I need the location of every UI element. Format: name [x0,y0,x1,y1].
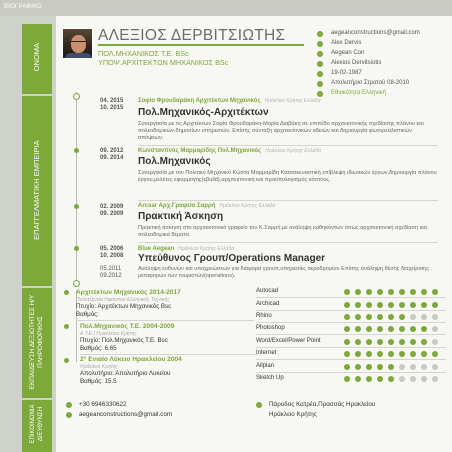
skill-level-dot [355,302,361,308]
top-bar [0,0,452,16]
divider [80,354,258,355]
skill-level-dot [388,339,394,345]
contact-email[interactable]: aegeanconstructions@gmail.com [317,30,447,39]
skill-level-dot [421,376,427,382]
skill-level-dot [432,289,438,295]
section-education-label: ΕΚΠΑΙΔΕΥΣΗ ΔΕΞΙΟΤΗΤΕΣ Η/Υ ΠΛΗΡΟΦΟΡΙΚΗΣ [29,294,44,390]
skill-level-dot [344,326,350,332]
left-sidebar [0,16,56,452]
skill-level-dot [421,326,427,332]
skill-level-dot [344,339,350,345]
exp3-date-to: 09. 2009 [100,211,124,217]
skill-level-dot [388,364,394,370]
email-icon [66,412,72,418]
section-experience [22,96,52,286]
exp1-date-from: 04. 2015 [100,98,124,104]
edu3-grade: Βαθμός: 15.5 [80,378,117,385]
skill-level-dot [344,376,350,382]
exp1-description: Συνεργασία με τις Αρχιτέκτων Σοφία Φρουδαράκη-Μαρία Διαβάκη σε επιπέδο αρχιτεκτονικής σχεδίασης πλάνου και πολεοδομικών-δημοσίων υπηρεσιών. Επίσης σύνταξη αρχιτεκτονικών αδειών και δημιουργία φωτορεαλιστικών απόψεων. [138,121,424,142]
edu-dot [64,290,69,295]
exp2-date-to: 09. 2014 [100,155,124,161]
skill-level-dot [399,364,405,370]
skill-level-dot [421,351,427,357]
exp5-date-from: 05.2011 [100,266,122,272]
divider [76,320,254,321]
exp3-description: Πρακτική άσκηση στο αρχιτεκτονικό γραφείο του Κ.Σαρρή με ανάληψη καθηκόντων όπως αρχιτεκτονική σχεδίαση και πολεοδομικά θέματα. [138,225,427,239]
skill-level-dot [410,376,416,382]
profile-photo [62,28,93,59]
exp4-date-from: 05. 2006 [100,246,124,252]
skill-level-dot [399,351,405,357]
skill-level-dot [377,376,383,382]
military-icon [317,81,323,87]
exp5-date-to: 09.2012 [100,273,122,279]
skill-level-dot [355,326,361,332]
exp4-role: Υπεύθυνος Γρουπ/Operations Manager [138,253,326,264]
skill-level-dot [421,364,427,370]
skill-level-dot [377,351,383,357]
skill-level-dot [366,314,372,320]
skill-row: Autocad [256,288,446,298]
skill-level-dot [421,339,427,345]
cv-page: ΒΙΟΓΡΑΦΙΚΟ ΟΝΟΜΑ ΕΠΑΓΓΕΛΜΑΤΙΚΗ ΕΜΠΕΙΡΙΑ ΕΚΠΑΙΔΕΥΣΗ ΔΕΞΙΟΤΗΤΕΣ Η/Υ ΠΛΗΡΟΦΟΡΙΚΗΣ ΕΠΙΚΟΙΝΩΝΙΑ ΔΙΕΥΘΥΝΣΗ ΑΛΕΞΙΟΣ ΔΕΡΒΙΤΣΙΩΤΗΣ ΠΟΛ.ΜΗΧΑΝΙΚΟΣ Τ.Ε. BSc ΥΠΟΨ.ΑΡΧΙΤΕΚΤΩΝ ΜΗΧΑΝΙΚΟΣ BSc aegeanconstructions@gmail.com Alex Dervis Aegean Con Alexios Dervitsiotis 19-02-1987 Απολυτήριο Στρατού 08-2010 Εθνικότητα:Ελληνική 04. 2015 10. 2015 Σοφία Φρουδαράκη Αρχιτέκτων Μηχανικός Ηράκλειο Κρήτης Ελλάδα Πολ.Μηχανικός-Αρχιτέκτων Συνεργασία με τις Αρχιτέκτων Σοφία Φρουδαράκη-Μαρία Διαβάκη σε επιπέδο αρχιτεκτονικής σχεδίασης πλάνου και πολεοδομικών-δημοσίων υπηρεσιών. Επίσης σύνταξη αρχιτεκτονικών αδειών και δημιουργία φωτορεαλιστικών απόψεων. 09. 2012 09. 2014 Κωνσταντίνος Μαρμαρίδης Πολ.Μηχανικός Ηράκλειο Κρήτης Ελλάδα Πολ.Μηχανικός Συνεργασία με τον Πολιτικό Μηχανικό Κώστα Μαρμαρίδη Κατασκευαστική επίβλεψη ιδιωτικών έργων,δημιουργία πλάνου έργου,μελέτες εφαρμογής(εβuild),αρχιτεκτονική και προϋπολογισμός κόστους. 02. 2009 09. 2009 Arcsar Αρχ.Γραφείο Σαρρή Ηράκλειο Κρήτης Ελλάδα Πρακτική Άσκηση Πρακτική άσκηση στο αρχιτεκτονικό γραφείο του Κ.Σαρρή με ανάληψη καθηκόντων όπως αρχιτεκτονική σχεδίαση και πολεοδομικά θέματα. 05. 2006 10. 2008 Blue Aegean Ηράκλειο Κρήτης Ελλάδα Υπεύθυνος Γρουπ/Operations Manager 05.2011 09.2012 Ανάληψη ευθυνών και υποχρεώσεων για διάφορα γρουπ,υπηρεσίες αεροδρομίου Επίσης ανάληψη θέσης διαχείρισης μεταφορών των τουριστών(operations). Αρχιτέκτων Μηχανικός 2014-2017 Πολυτεχνείο Ηφαιστού-Ελληνικής Τεχνικής Πτυχίο: Αρχιτέκτων Μηχανικός Bsc Βαθμός: Πολ.Μηχανικός Τ.Ε. 2004-2009 Α.Τ.Ε.Ι Ηρακλείου Κρήτης Πτυχίο: Πολ.Μηχανικός Τ.Ε. Bsc Βαθμός: 6.65 2° Ενιαίο Λύκειο Ηρακλείου 2004 Ηράκλειο Κρήτης Απολυτήριο: Απολυτήριο Λυκείου Βαθμός: 15.5 Autocad Archicad Rhino Photoshop Word/Excel/Power Point Internet Allplan Sketch Up +30 6946330622 aegeanconstructions@gmail.com Πάροδος Κατρέα,Πρασσάς Ηρακλείου Ηράκλειο Κρήτης [0,0,452,452]
skill-level-dot [432,326,438,332]
timeline-dot [74,246,79,251]
skill-level-dot [421,289,427,295]
skill-level-dot [388,314,394,320]
skill-level-dot [399,289,405,295]
skill-level-dot [410,364,416,370]
skill-level-dot [432,302,438,308]
timeline-dot [74,148,79,153]
subtitle-civil-engineer: ΠΟΛ.ΜΗΧΑΝΙΚΟΣ Τ.Ε. BSc [98,49,189,58]
divider [256,347,446,348]
skill-level-dot [388,351,394,357]
skill-row: Rhino [256,313,446,323]
section-profile [22,24,52,94]
exp2-description: Συνεργασία με τον Πολιτικό Μηχανικό Κώστα Μαρμαρίδη Κατασκευαστική επίβλεψη ιδιωτικών έργων,δημιουργία πλάνου έργου,μελέτες εφαρμογής(εβuild),αρχιτεκτονική και προϋπολογισμός κόστους. [138,170,437,184]
exp3-company: Arcsar Αρχ.Γραφείο Σαρρή Ηράκλειο Κρήτης Ελλάδα [138,203,276,209]
divider [138,145,438,146]
skill-row: Word/Excel/Power Point [256,338,446,348]
edu1-title: Αρχιτέκτων Μηχανικός 2014-2017 [76,289,181,296]
divider [256,359,446,360]
email-icon [317,31,323,37]
subtitle-architect: ΥΠΟΨ.ΑΡΧΙΤΕΚΤΩΝ ΜΗΧΑΝΙΚΟΣ BSc [98,58,229,67]
section-contact [22,400,52,452]
skill-level-dot [399,302,405,308]
skill-level-dot [344,314,350,320]
skill-row: Photoshop [256,325,446,335]
skill-level-dot [366,289,372,295]
calendar-icon [317,71,323,77]
edu2-degree: Πτυχίο: Πολ.Μηχανικός Τ.Ε. Bsc [80,337,168,344]
skill-level-dot [355,364,361,370]
contact-skype: Aegean Con [317,50,447,59]
skill-level-dot [399,339,405,345]
divider [256,334,446,335]
edu3-degree: Απολυτήριο: Απολυτήριο Λυκείου [80,370,171,377]
skill-level-dot [410,289,416,295]
skill-level-dot [377,314,383,320]
skill-level-dot [344,289,350,295]
skill-level-dot [377,339,383,345]
document-label: ΒΙΟΓΡΑΦΙΚΟ [4,4,42,10]
skill-level-dot [355,351,361,357]
skill-level-dot [432,376,438,382]
phone-icon [66,402,72,408]
skill-level-dot [432,351,438,357]
skill-level-dot [366,364,372,370]
exp2-company: Κωνσταντίνος Μαρμαρίδης Πολ.Μηχανικός Ηράκλειο Κρήτης Ελλάδα [138,148,322,154]
skill-level-dot [388,326,394,332]
skill-level-dot [410,326,416,332]
skill-row: Internet [256,350,446,360]
exp3-role: Πρακτική Άσκηση [138,211,224,222]
edu2-school: Α.Τ.Ε.Ι Ηρακλείου Κρήτης [80,331,137,337]
timeline-dot [73,280,80,287]
skill-level-dot [344,351,350,357]
profile-icon [317,61,323,67]
skill-level-dot [388,302,394,308]
exp3-date-from: 02. 2009 [100,204,124,210]
skill-level-dot [388,376,394,382]
edu3-title: 2° Ενιαίο Λύκειο Ηρακλείου 2004 [80,356,182,363]
skill-level-dot [399,314,405,320]
section-contact-label: ΕΠΙΚΟΙΝΩΝΙΑ ΔΙΕΥΘΥΝΣΗ [30,404,44,444]
edu-dot [64,358,69,363]
skype-icon [317,51,323,57]
skill-level-dot [410,339,416,345]
skill-level-dot [399,376,405,382]
divider [138,200,438,201]
exp2-date-from: 09. 2012 [100,148,124,154]
edu2-title: Πολ.Μηχανικός Τ.Ε. 2004-2009 [80,323,175,330]
edu1-degree: Πτυχίο: Αρχιτέκτων Μηχανικός Bsc [76,303,172,310]
skill-level-dot [421,302,427,308]
skill-level-dot [355,376,361,382]
skill-level-dot [410,351,416,357]
divider [256,322,446,323]
section-profile-label: ΟΝΟΜΑ [31,42,41,72]
section-experience-label: ΕΠΑΓΓΕΛΜΑΤΙΚΗ ΕΜΠΕΙΡΙΑ [31,140,41,240]
skill-level-dot [366,326,372,332]
skill-level-dot [388,289,394,295]
skill-level-dot [366,302,372,308]
skill-row: Allplan [256,363,446,373]
divider [256,372,446,373]
edu3-school: Ηράκλειο Κρήτης [80,364,118,370]
skill-level-dot [366,376,372,382]
skill-level-dot [366,351,372,357]
skill-level-dot [377,364,383,370]
skill-level-dot [399,326,405,332]
skill-level-dot [377,302,383,308]
skill-level-dot [366,339,372,345]
skill-level-dot [355,314,361,320]
section-education [22,288,52,398]
contact-birthdate: 19-02-1987 [317,70,447,79]
contact-nationality: Εθνικότητα:Ελληνική [317,90,447,99]
skill-level-dot [410,302,416,308]
exp4-date-to: 10. 2008 [100,253,124,259]
exp2-role: Πολ.Μηχανικός [138,156,211,167]
skill-level-dot [410,314,416,320]
edu1-grade: Βαθμός: [76,311,99,318]
exp4-description: Ανάληψη ευθυνών και υποχρεώσεων για διάφορα γρουπ,υπηρεσίες αεροδρομίου Επίσης ανάληψη θέσης διαχείρισης μεταφορών των τουριστών(operations). [138,266,429,280]
exp1-role: Πολ.Μηχανικός-Αρχιτέκτων [138,107,269,118]
skill-row: Sketch Up [256,375,446,385]
skill-level-dot [355,339,361,345]
skill-level-dot [432,364,438,370]
edu2-grade: Βαθμός: 6.65 [80,345,117,352]
exp1-company: Σοφία Φρουδαράκη Αρχιτέκτων Μηχανικός Ηράκλειο Κρήτης Ελλάδα [138,98,321,104]
timeline-dot [74,204,79,209]
skill-row: Archicad [256,301,446,311]
skill-level-dot [432,339,438,345]
flag-icon [317,91,323,97]
location-icon [256,402,262,408]
timeline-line [76,92,77,280]
user-icon [317,41,323,47]
contact-facebook: Alex Dervis [317,40,447,49]
name-underline [98,44,304,46]
contact-military: Απολυτήριο Στρατού 08-2010 [317,80,447,89]
skill-level-dot [421,314,427,320]
edu1-school: Πολυτεχνείο Ηφαιστού-Ελληνικής Τεχνικής [76,297,170,303]
divider [256,310,446,311]
skill-level-dot [432,314,438,320]
exp4-company: Blue Aegean Ηράκλειο Κρήτης Ελλάδα [138,246,234,252]
timeline-dot [73,93,80,100]
divider [138,242,438,243]
skill-level-dot [377,326,383,332]
skill-level-dot [377,289,383,295]
divider [256,297,446,298]
skill-level-dot [344,302,350,308]
edu-dot [64,324,69,329]
skill-level-dot [355,289,361,295]
person-name: ΑΛΕΞΙΟΣ ΔΕΡΒΙΤΣΙΩΤΗΣ [98,27,286,44]
skill-level-dot [344,364,350,370]
exp1-date-to: 10. 2015 [100,105,124,111]
contact-linkedin: Alexios Dervitsiotis [317,60,447,69]
